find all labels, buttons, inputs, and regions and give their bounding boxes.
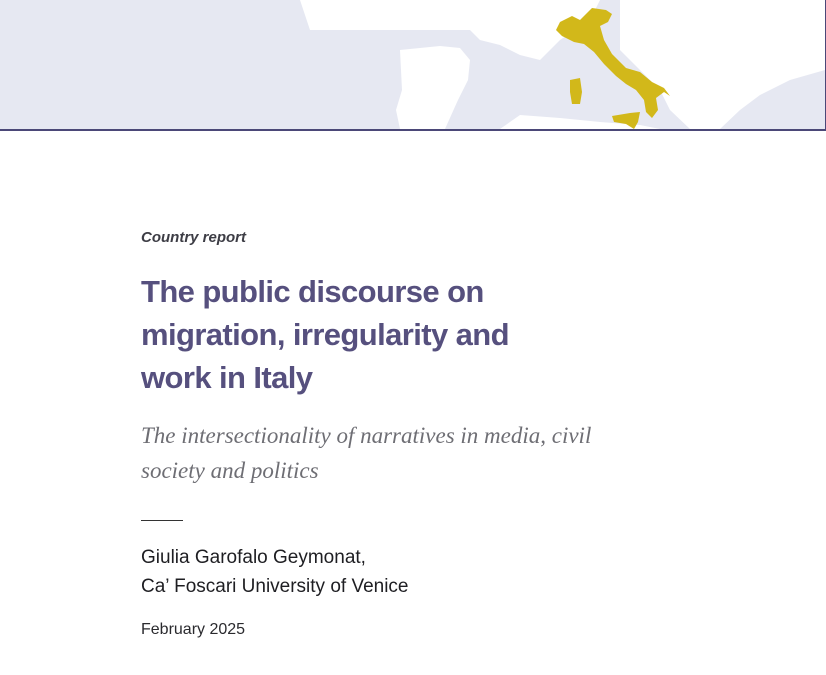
- publication-date: February 2025: [141, 621, 246, 638]
- author-block: [141, 543, 409, 601]
- europe-map-image: [0, 0, 825, 129]
- map-banner: [0, 0, 826, 131]
- report-title: The public discourse on migration, irregularity and work in Italy: [141, 274, 509, 395]
- sardinia-shape: [570, 78, 582, 104]
- land-iberia: [396, 46, 470, 129]
- report-subtitle: The intersectionality of narratives in media, civil society and politics: [141, 423, 592, 483]
- divider: [141, 520, 183, 521]
- author-name: Giulia Garofalo Geymonat,: [141, 547, 366, 568]
- author-affiliation: Ca’ Foscari University of Venice: [141, 576, 409, 597]
- report-type-label: Country report: [141, 229, 246, 246]
